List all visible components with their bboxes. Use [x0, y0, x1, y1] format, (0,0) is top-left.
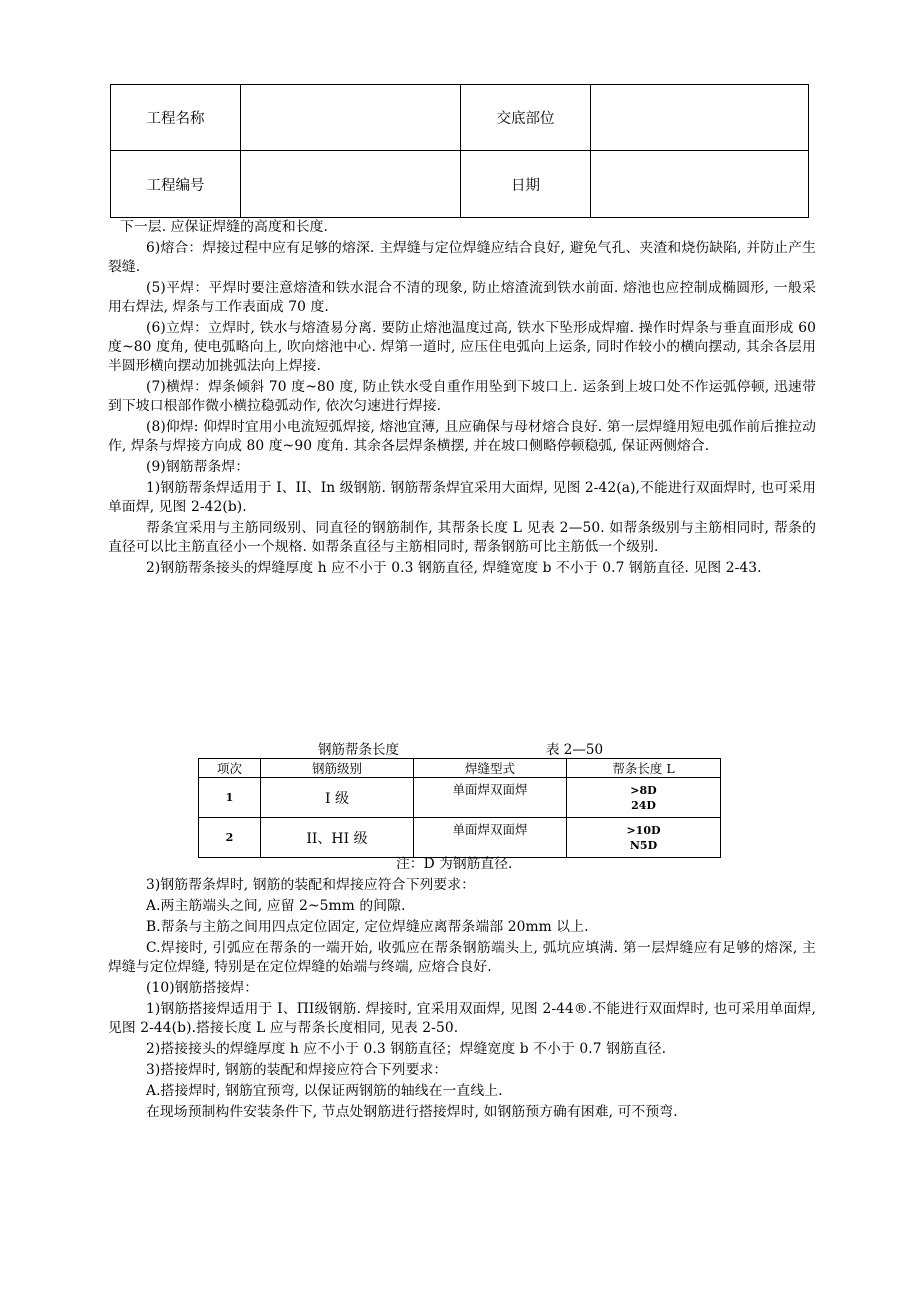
table-header-cell: 项次: [199, 759, 261, 778]
body-text-bottom: [108, 876, 816, 1124]
paragraph: (10)钢筋搭接焊：: [146, 980, 259, 996]
paragraph: 在现场预制构件安装条件下, 节点处钢筋进行搭接焊时, 如钢筋预方确有困难, 可不预弯.: [146, 1104, 678, 1120]
handover-part-label: 交底部位: [461, 85, 591, 151]
table-note: 注：D 为钢筋直径.: [396, 856, 513, 872]
paragraph: 3)搭接焊时, 钢筋的装配和焊接应符合下列要求：: [146, 1062, 448, 1078]
table-header-cell: 钢筋级别: [261, 759, 414, 778]
paragraph: 2)搭接接头的焊缝厚度 h 应不小于 0.3 钢筋直径；焊缝宽度 b 不小于 0.7 钢筋直径.: [146, 1041, 667, 1057]
length-single-side: >8D: [630, 783, 657, 797]
paragraph: 1)钢筋帮条焊适用于 I、II、In 级钢筋. 钢筋帮条焊宜采用大面焊, 见图 2-42(a),不能进行双面焊时, 也可采用单面焊, 见图 2-42(b).: [108, 480, 816, 515]
paragraph: 帮条宜采用与主筋同级别、同直径的钢筋制作, 其帮条长度 L 见表 2—50. 如帮条级别与主筋相同时, 帮条的直径可以比主筋直径小一个规格. 如帮条直径与主筋相同时, 帮条钢筋可比主筋低一个级别.: [108, 520, 816, 555]
table-cell-item: 2: [199, 818, 261, 858]
paragraph: (7)横焊：焊条倾斜 70 度~80 度, 防止铁水受自重作用坠到下坡口上. 运条到上坡口处不作运弧停顿, 迅速带到下坡口根部作微小横拉稳弧动作, 依次匀速进行焊接.: [108, 379, 816, 414]
project-number-value: [241, 151, 461, 218]
paragraph: 下一层. 应保证焊缝的高度和长度.: [120, 219, 329, 235]
table-cell-length: [567, 818, 721, 858]
table-cell-weld-type: 单面焊双面焊: [414, 818, 567, 858]
table-cell-weld-type: 单面焊双面焊: [414, 778, 567, 818]
date-value: [591, 151, 809, 218]
table-number: 表 2—50: [546, 742, 604, 758]
project-number-label: 工程编号: [111, 151, 241, 218]
paragraph: (8)仰焊: 仰焊时宜用小电流短弧焊接, 熔池宜薄, 且应确保与母材熔合良好. 第一层焊缝用短电弧作前后推拉动作, 焊条与焊接方向成 80 度~90 度角. 其余各层焊条横摆, 并在坡口侧略停顿稳弧, 保证两侧熔合.: [108, 419, 816, 454]
rebar-strip-length-table: [198, 758, 721, 858]
project-name-value: [241, 85, 461, 151]
paragraph: B.帮条与主筋之间用四点定位固定, 定位焊缝应离帮条端部 20mm 以上.: [146, 919, 589, 935]
date-label: 日期: [461, 151, 591, 218]
length-single-side: >10D: [626, 823, 661, 837]
header-info-table: [110, 84, 809, 218]
paragraph: A.搭接焊时, 钢筋宜预弯, 以保证两钢筋的轴线在一直线上.: [146, 1083, 503, 1099]
paragraph: (9)钢筋帮条焊：: [146, 459, 250, 475]
project-name-label: 工程名称: [111, 85, 241, 151]
table-row: [199, 778, 721, 818]
table-title: 钢筋帮条长度: [318, 742, 399, 758]
paragraph: C.焊接时, 引弧应在帮条的一端开始, 收弧应在帮条钢筋端头上, 弧坑应填满. 第一层焊缝应有足够的熔深, 主焊缝与定位焊缝, 特别是在定位焊缝的始端与终端, 应熔合良好.: [108, 940, 816, 975]
length-double-side: N5D: [629, 838, 658, 852]
table-cell-grade: I 级: [261, 778, 414, 818]
paragraph: (6)立焊：立焊时, 铁水与熔渣易分离. 要防止熔池温度过高, 铁水下坠形成焊瘤. 操作时焊条与垂直面形成 60 度~80 度角, 使电弧略向上, 吹向熔池中心. 焊第一道时, 应压住电弧向上运条, 同时作较小的横向摆动, 其余各层用半圆形横向摆动加挑弧法向上焊接.: [108, 320, 816, 374]
paragraph: 2)钢筋帮条接头的焊缝厚度 h 应不小于 0.3 钢筋直径, 焊缝宽度 b 不小于 0.7 钢筋直径. 见图 2-43.: [146, 560, 762, 576]
table-cell-item: 1: [199, 778, 261, 818]
table-cell-length: [567, 778, 721, 818]
paragraph: 3)钢筋帮条焊时, 钢筋的装配和焊接应符合下列要求：: [146, 877, 476, 893]
table-header-cell: 焊缝型式: [414, 759, 567, 778]
body-text-top: [108, 218, 816, 580]
paragraph: A.两主筋端头之间, 应留 2~5mm 的间隙.: [146, 898, 406, 914]
handover-part-value: [591, 85, 809, 151]
paragraph: 1)钢筋搭接焊适用于 I、ΠI级钢筋. 焊接时, 宜采用双面焊, 见图 2-44®.不能进行双面焊时, 也可采用单面焊, 见图 2-44(b).搭接长度 L 应与帮条长度相同, 见表 2-50.: [108, 1001, 816, 1036]
length-double-side: 24D: [631, 798, 656, 812]
paragraph: 6)熔合：焊接过程中应有足够的熔深. 主焊缝与定位焊缝应结合良好, 避免气孔、夹渣和烧伤缺陷, 并防止产生裂缝.: [108, 240, 816, 275]
paragraph: (5)平焊：平焊时要注意熔渣和铁水混合不清的现象, 防止熔渣流到铁水前面. 熔池也应控制成椭圆形, 一般采用右焊法, 焊条与工作表面成 70 度.: [108, 280, 816, 315]
table-caption: [318, 738, 618, 758]
table-cell-grade: II、HI 级: [261, 818, 414, 858]
table-header-cell: 帮条长度 L: [567, 759, 721, 778]
